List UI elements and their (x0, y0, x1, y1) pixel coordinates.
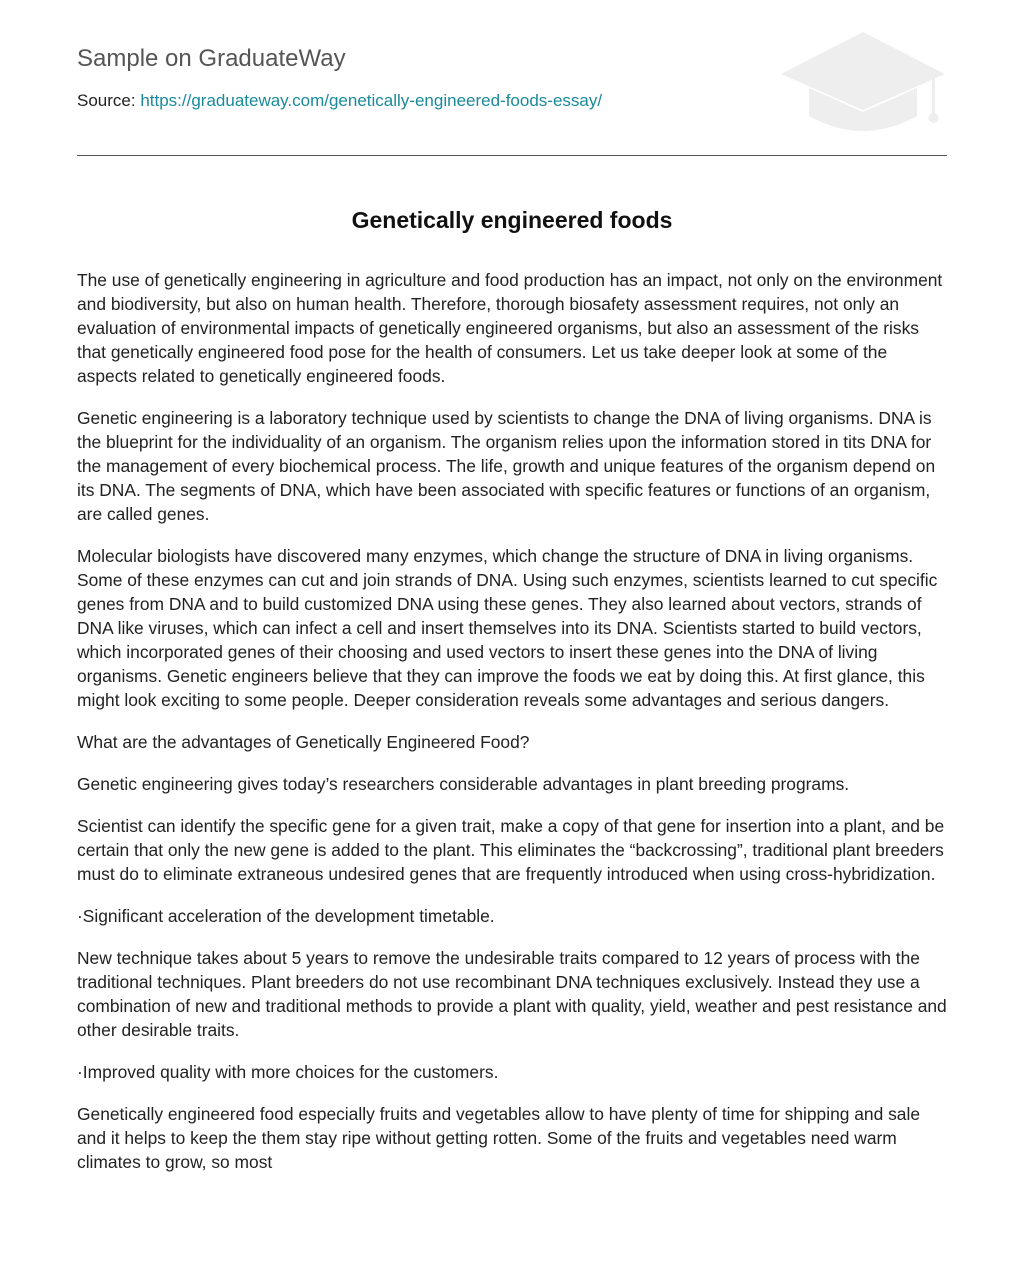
paragraph: Genetic engineering is a laboratory technique used by scientists to change the DNA of living organisms. DNA is the blueprint for the individuality of an organism. The organism relies upon the information stored in tits DNA for the management of every biochemical process. The life, growth and unique features of the organism depend on its DNA. The segments of DNA, which have been associated with specific features or functions of an organism, are called genes. (77, 408, 936, 524)
source-label: Source: (77, 91, 141, 110)
page-title: Genetically engineered foods (351, 207, 673, 233)
graduation-cap-icon (779, 32, 947, 134)
paragraph: Scientist can identify the specific gene for a given trait, make a copy of that gene for insertion into a plant, and be certain that only the new gene is added to the plant. This eliminates the “backcrossing”, traditional plant breeders must do to eliminate extraneous undesired genes that are frequently introduced when using cross-hybridization. (77, 816, 945, 884)
source-link[interactable]: https://graduateway.com/genetically-engineered-foods-essay/ (140, 91, 603, 110)
page-header (77, 44, 947, 156)
paragraph: New technique takes about 5 years to remove the undesirable traits compared to 12 years of process with the traditional techniques. Plant breeders do not use recombinant DNA techniques exclusively. Instead they use a combination of new and traditional methods to provide a plant with quality, yield, weather and pest resistance and other desirable traits. (77, 948, 947, 1040)
paragraph: ·Significant acceleration of the development timetable. (77, 906, 495, 926)
article-body (77, 268, 949, 1192)
paragraph: The use of genetically engineering in agriculture and food production has an impact, not only on the environment and biodiversity, but also on human health. Therefore, thorough biosafety assessment requires, not only an evaluation of environmental impacts of genetically engineered organisms, but also an assessment of the risks that genetically engineered food pose for the health of consumers. Let us take deeper look at some of the aspects related to genetically engineered foods. (77, 270, 943, 386)
paragraph: Molecular biologists have discovered many enzymes, which change the structure of DNA in living organisms. Some of these enzymes can cut and join strands of DNA. Using such enzymes, scientists learned to cut specific genes from DNA and to build customized DNA using these genes. They also learned about vectors, strands of DNA like viruses, which can infect a cell and insert themselves into its DNA. Scientists started to build vectors, which incorporated genes of their choosing and used vectors to insert these genes into the DNA of living organisms. Genetic engineers believe that they can improve the foods we eat by doing this. At first glance, this might look exciting to some people. Deeper consideration reveals some advantages and serious dangers. (77, 546, 938, 710)
header-divider (77, 155, 947, 156)
site-name: Sample on GraduateWay (77, 45, 346, 72)
source-line (77, 90, 602, 112)
paragraph: ·Improved quality with more choices for the customers. (77, 1062, 499, 1082)
paragraph: What are the advantages of Genetically Engineered Food? (77, 732, 530, 752)
paragraph: Genetic engineering gives today’s researchers considerable advantages in plant breeding programs. (77, 774, 850, 794)
paragraph: Genetically engineered food especially fruits and vegetables allow to have plenty of time for shipping and sale and it helps to keep the them stay ripe without getting rotten. Some of the fruits and vegetables need warm climates to grow, so most (77, 1104, 920, 1172)
